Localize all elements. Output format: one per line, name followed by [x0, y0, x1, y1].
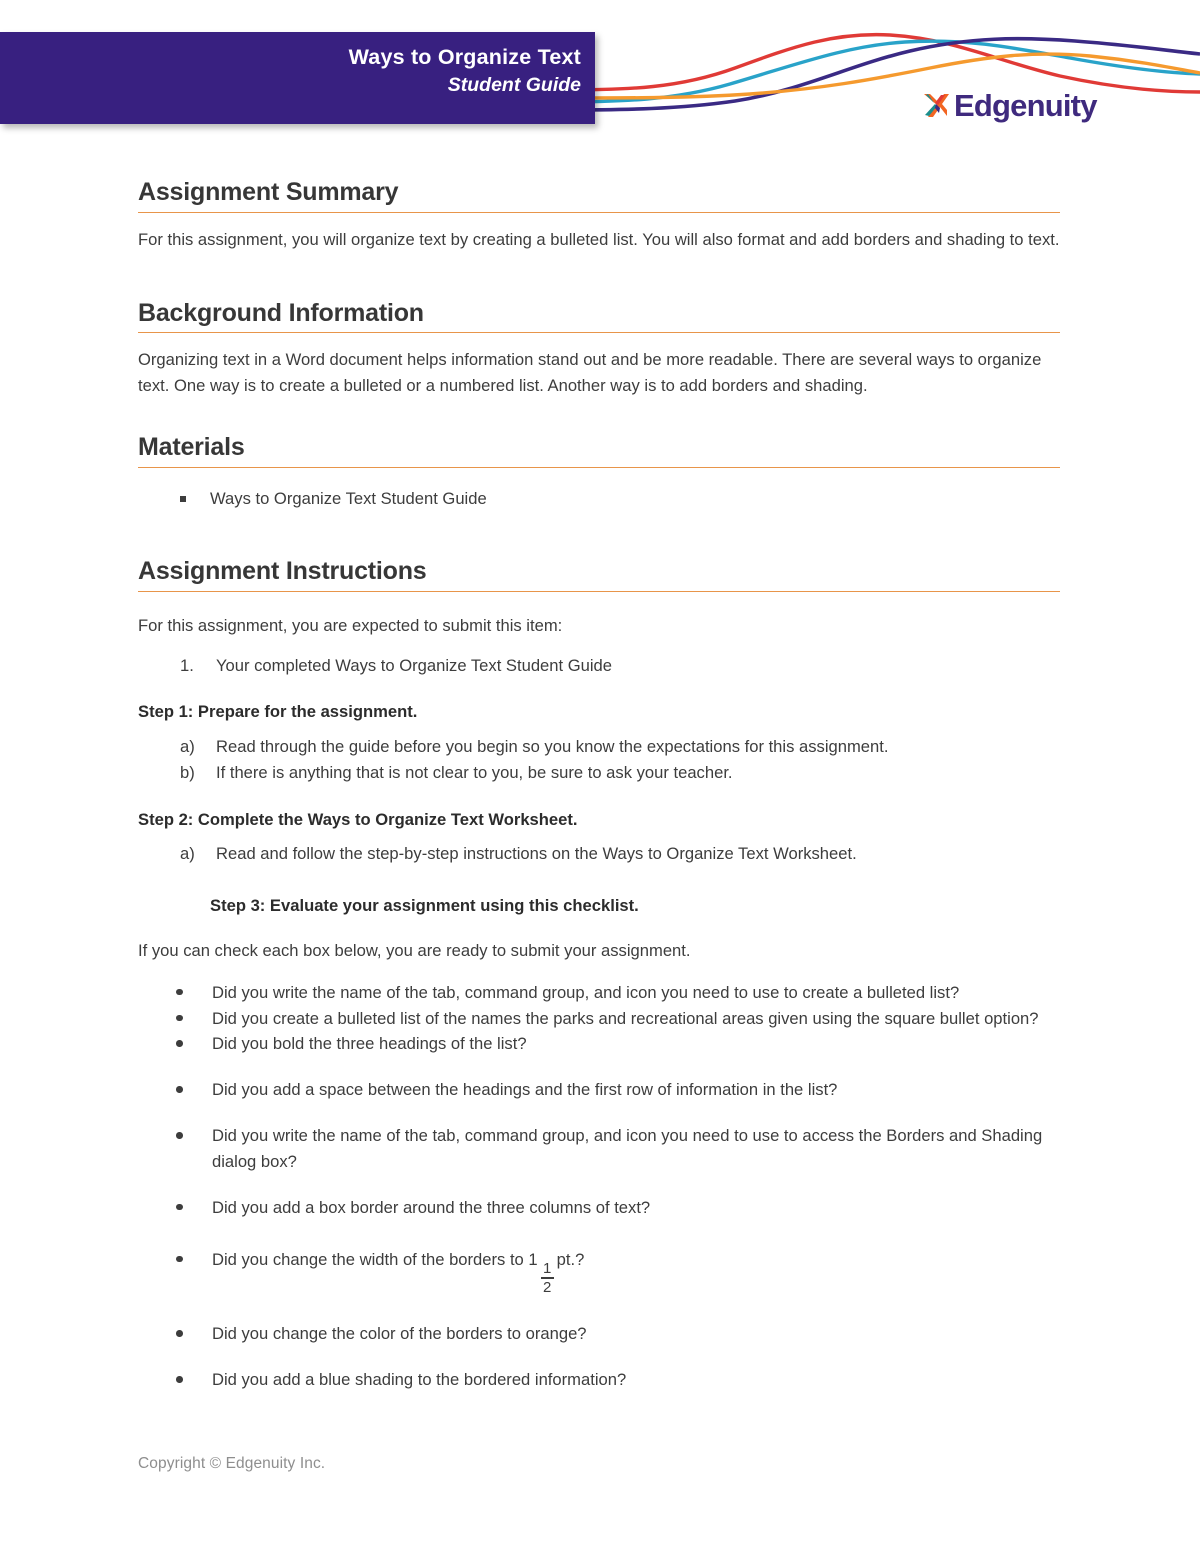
edgenuity-wordmark: Edgenuity — [954, 87, 1097, 123]
list-item: Did you create a bulleted list of the names the parks and recreational areas given using the square bullet option? — [174, 1006, 1060, 1032]
list-item: Did you add a blue shading to the bordered information? — [174, 1367, 1060, 1393]
step-1-list — [138, 734, 1060, 786]
step-2-heading: Step 2: Complete the Ways to Organize Text Worksheet. — [138, 810, 578, 830]
fraction-denominator: 2 — [542, 1278, 552, 1296]
fraction-one-half — [541, 1261, 554, 1296]
section-assignment-summary — [138, 178, 1060, 253]
edgenuity-logo — [920, 86, 1097, 124]
evaluation-checklist — [138, 980, 1060, 1393]
step-3-heading: Step 3: Evaluate your assignment using this checklist. — [210, 895, 639, 915]
list-item: Did you write the name of the tab, command group, and icon you need to use to create a bulleted list? — [174, 980, 1060, 1006]
submit-items-list — [138, 653, 1060, 679]
spacer — [138, 399, 1060, 433]
edgenuity-star-icon — [920, 89, 952, 121]
heading-assignment-instructions: Assignment Instructions — [138, 557, 1060, 592]
heading-assignment-summary: Assignment Summary — [138, 178, 1060, 213]
list-item: Did you bold the three headings of the list? — [174, 1031, 1060, 1057]
page-header — [0, 0, 1200, 145]
heading-materials: Materials — [138, 433, 1060, 468]
heading-background-information: Background Information — [138, 299, 1060, 334]
document-body — [138, 178, 1060, 1393]
section-background-information — [138, 299, 1060, 400]
step-1-heading: Step 1: Prepare for the assignment. — [138, 702, 418, 722]
document-title: Ways to Organize Text — [348, 45, 581, 69]
list-item: Did you add a space between the headings and the first row of information in the list? — [174, 1077, 1060, 1103]
list-item: Ways to Organize Text Student Guide — [180, 486, 1060, 512]
list-item-fraction — [174, 1247, 1060, 1295]
copyright-text: Copyright © Edgenuity Inc. — [138, 1455, 326, 1472]
document-subtitle: Student Guide — [447, 74, 581, 97]
page-footer — [138, 1455, 1060, 1473]
fraction-item-prefix: Did you change the width of the borders to 1 — [212, 1249, 538, 1269]
step-2-list — [138, 841, 1060, 867]
fraction-numerator: 1 — [542, 1259, 552, 1277]
checklist-intro-text: If you can check each box below, you are ready to submit your assignment. — [138, 940, 691, 960]
header-title-band — [0, 32, 595, 124]
decorative-wave-graphic — [560, 18, 1200, 130]
list-item: Read and follow the step-by-step instructions on the Ways to Organize Text Worksheet. — [216, 844, 857, 864]
assignment-summary-paragraph: For this assignment, you will organize text by creating a bulleted list. You will also format and add borders and shading to text. — [138, 229, 1060, 249]
spacer — [138, 511, 1060, 557]
section-materials — [138, 433, 1060, 511]
list-item: Did you write the name of the tab, command group, and icon you need to use to access the Borders and Shading dialog box? — [174, 1123, 1060, 1175]
list-item: Read through the guide before you begin so you know the expectations for this assignment. — [216, 736, 889, 756]
spacer — [138, 253, 1060, 299]
list-item: Your completed Ways to Organize Text Student Guide — [216, 655, 613, 675]
fraction-item-suffix: pt.? — [556, 1249, 585, 1269]
background-information-paragraph: Organizing text in a Word document helps information stand out and be more readable. There are several ways to organize text. One way is to create a bulleted or a numbered list. Another way is to add borders and shading. — [138, 350, 1042, 396]
materials-list — [138, 486, 1060, 512]
submit-intro-text: For this assignment, you are expected to submit this item: — [138, 615, 563, 635]
list-item: Did you change the color of the borders to orange? — [174, 1321, 1060, 1347]
list-item: If there is anything that is not clear to you, be sure to ask your teacher. — [216, 762, 733, 782]
section-assignment-instructions — [138, 557, 1060, 1393]
list-item: Did you add a box border around the three columns of text? — [174, 1195, 1060, 1221]
